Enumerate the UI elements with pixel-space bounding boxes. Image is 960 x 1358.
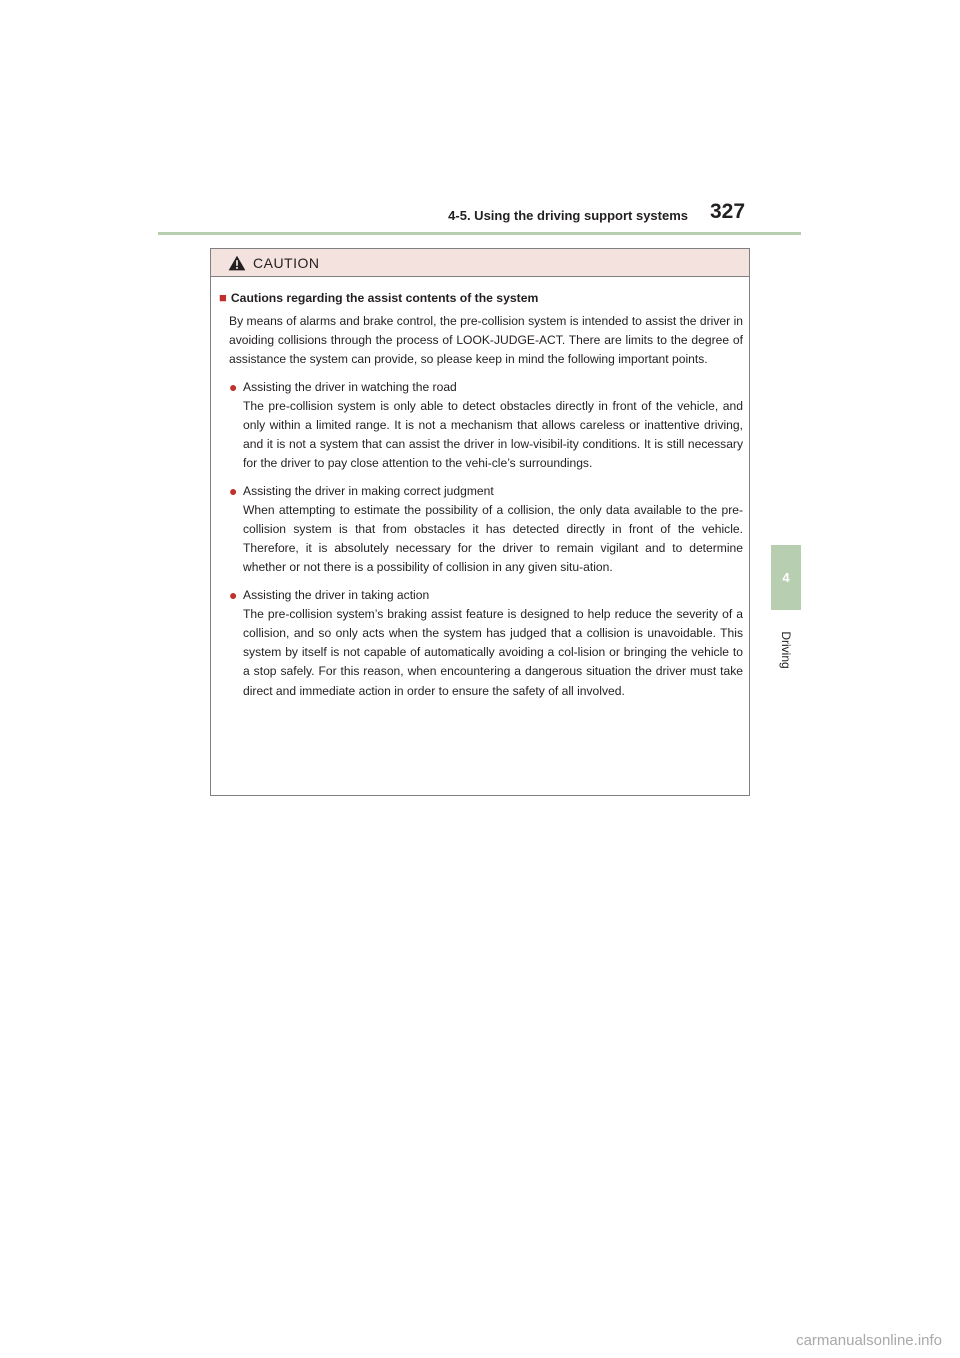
round-bullet-icon: ● <box>229 586 238 603</box>
watermark: carmanualsonline.info <box>796 1332 942 1349</box>
item-description: When attempting to estimate the possibility of a collision, the only data available to the pre-collision system is that from obstacles it has detected directly in front of the vehicle. Therefore, it is absolutely necessary for the driver to remain vigilant and to determine whether or not there is a possibility of collision in any given situ-ation. <box>243 502 743 575</box>
round-bullet-icon: ● <box>229 482 238 499</box>
header-rule <box>158 232 801 235</box>
caution-body <box>211 277 749 701</box>
intro-paragraph: By means of alarms and brake control, the pre-collision system is intended to assist the driver in avoiding collisions through the process of LOOK-JUDGE-ACT. There are limits to the degree of assistance the system can provide, so please keep in mind the following important points. <box>229 314 743 367</box>
page-number: 327 <box>710 200 746 223</box>
section-heading-text: Cautions regarding the assist contents of the system <box>230 291 539 305</box>
item-title: Assisting the driver in making correct judgment <box>243 483 494 498</box>
warning-triangle-icon <box>228 255 246 271</box>
chapter-tab <box>771 545 801 610</box>
list-item <box>229 378 743 474</box>
list-item <box>229 482 743 578</box>
chapter-label: Driving <box>779 631 793 669</box>
chapter-number: 4 <box>782 570 790 585</box>
section-title: 4-5. Using the driving support systems <box>448 208 688 223</box>
caution-header <box>211 249 749 277</box>
list-item <box>229 586 743 701</box>
item-description: The pre-collision system’s braking assist feature is designed to help reduce the severity of a collision, and so only acts when the system has judged that a collision is unavoidable. This system by itself is not capable of automatically avoiding a col-lision or bringing the vehicle to a stop safely. For this reason, when encountering a dangerous situation the driver must take direct and immediate action in order to ensure the safety of all involved. <box>243 606 743 698</box>
item-title: Assisting the driver in taking action <box>243 587 430 602</box>
item-description: The pre-collision system is only able to detect obstacles directly in front of the vehicle, and only within a limited range. It is not a mechanism that allows careless or inattentive driving, and it is not a system that can assist the driver in low-visibil-ity conditions. It is still necessary for the driver to pay close attention to the vehi-cle’s surroundings. <box>243 398 743 471</box>
square-bullet-icon: ■ <box>219 290 227 305</box>
item-title: Assisting the driver in watching the road <box>243 379 457 394</box>
caution-label: CAUTION <box>253 254 320 271</box>
round-bullet-icon: ● <box>229 378 238 395</box>
section-heading <box>219 290 743 305</box>
caution-box <box>210 248 750 796</box>
